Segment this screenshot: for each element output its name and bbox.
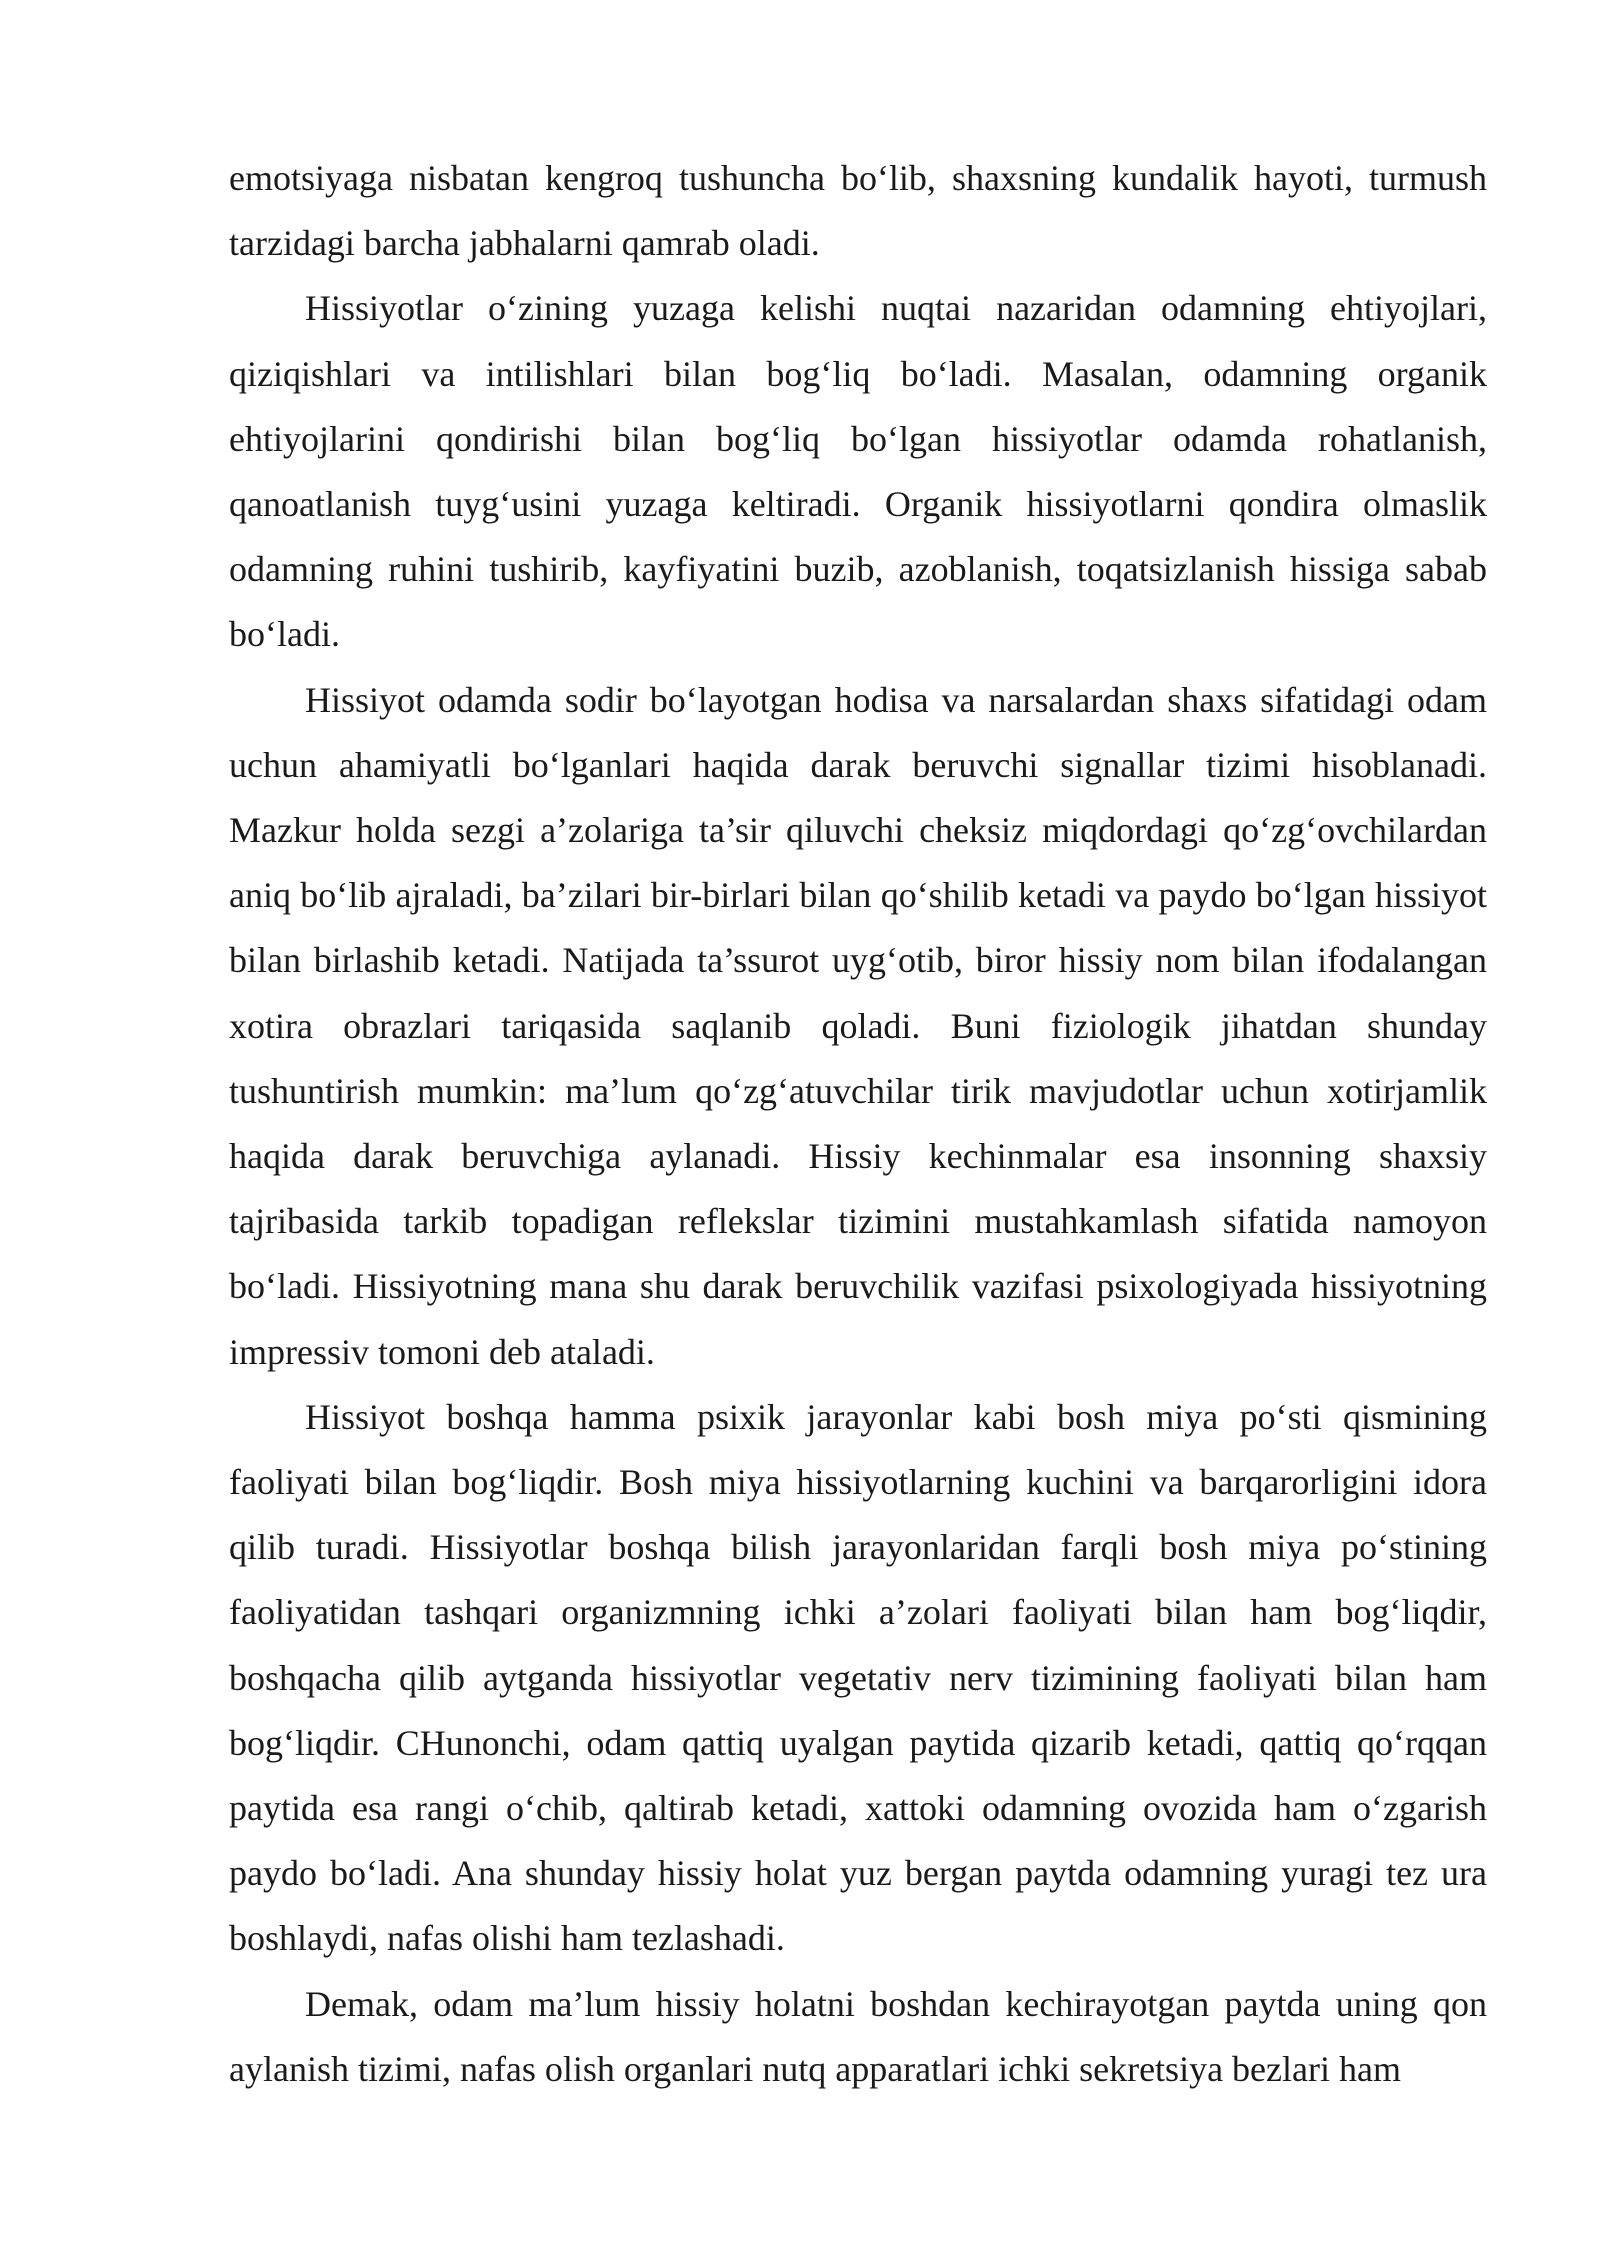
paragraph-continuation: emotsiyaga nisbatan kengroq tushuncha bo‘lib, shaxsning kundalik hayoti, turmush tarzidagi barcha jabhalarni qamrab oladi. <box>229 158 1487 264</box>
paragraph: Demak, odam ma’lum hissiy holatni boshdan kechirayotgan paytda uning qon aylanish tizimi, nafas olish organlari nutq apparatlari ichki sekretsiya bezlari ham <box>229 1983 1487 2089</box>
paragraph: Hissiyotlar o‘zining yuzaga kelishi nuqtai nazaridan odamning ehtiyojlari, qiziqishlari va intilishlari bilan bog‘liq bo‘ladi. Masalan, odamning organik ehtiyojlarini qondirishi bilan bog‘liq bo‘lgan hissiyotlar odamda rohatlanish, qanoatlanish tuyg‘usini yuzaga keltiradi. Organik hissiyotlarni qondira olmaslik odamning ruhini tushirib, kayfiyatini buzib, azoblanish, toqatsizlanish hissiga sabab bo‘ladi. <box>229 288 1487 655</box>
paragraph: Hissiyot odamda sodir bo‘layotgan hodisa va narsalardan shaxs sifatidagi odam uchun ahamiyatli bo‘lganlari haqida darak beruvchi signallar tizimi hisoblanadi. Mazkur holda sezgi a’zolariga ta’sir qiluvchi cheksiz miqdordagi qo‘zg‘ovchilardan aniq bo‘lib ajraladi, ba’zilari bir-birlari bilan qo‘shilib ketadi va paydo bo‘lgan hissiyot bilan birlashib ketadi. Natijada ta’ssurot uyg‘otib, biror hissiy nom bilan ifodalangan xotira obrazlari tariqasida saqlanib qoladi. Buni fiziologik jihatdan shunday tushuntirish mumkin: ma’lum qo‘zg‘atuvchilar tirik mavjudotlar uchun xotirjamlik haqida darak beruvchiga aylanadi. Hissiy kechinmalar esa insonning shaxsiy tajribasida tarkib topadigan reflekslar tizimini mustahkamlash sifatida namoyon bo‘ladi. Hissiyotning mana shu darak beruvchilik vazifasi psixologiyada hissiyotning impressiv tomoni deb ataladi. <box>229 679 1487 1372</box>
body-text <box>229 146 1487 2102</box>
paragraph: Hissiyot boshqa hamma psixik jarayonlar kabi bosh miya po‘sti qismining faoliyati bilan bog‘liqdir. Bosh miya hissiyotlarning kuchini va barqarorligini idora qilib turadi. Hissiyotlar boshqa bilish jarayonlaridan farqli bosh miya po‘stining faoliyatidan tashqari organizmning ichki a’zolari faoliyati bilan ham bog‘liqdir, boshqacha qilib aytganda hissiyotlar vegetativ nerv tizimining faoliyati bilan ham bog‘liqdir. CHunonchi, odam qattiq uyalgan paytida qizarib ketadi, qattiq qo‘rqqan paytida esa rangi o‘chib, qaltirab ketadi, xattoki odamning ovozida ham o‘zgarish paydo bo‘ladi. Ana shunday hissiy holat yuz bergan paytda odamning yuragi tez ura boshlaydi, nafas olishi ham tezlashadi. <box>229 1396 1487 1959</box>
